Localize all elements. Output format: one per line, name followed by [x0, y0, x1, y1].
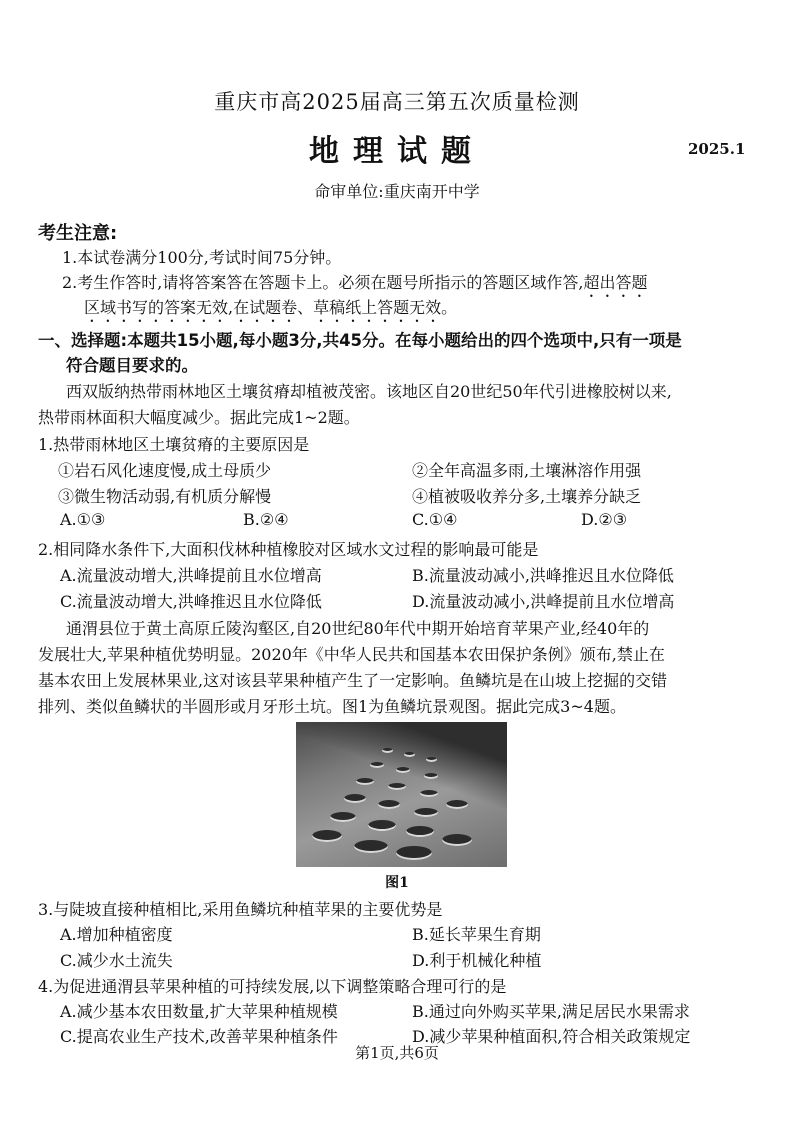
pit — [388, 783, 406, 790]
pit — [370, 762, 384, 768]
pit — [378, 800, 400, 809]
material-1-line-1: 西双版纳热带雨林地区土壤贫瘠却植被茂密。该地区自20世纪50年代引进橡胶树以来, — [66, 382, 672, 401]
notice-item-2-text: 2.考生作答时,请将答案答在答题卡上。必须在题号所指示的答题区域作答, — [62, 273, 584, 292]
question-1-statement-3: ③微生物活动弱,有机质分解慢 — [58, 487, 272, 506]
figure-caption: 图1 — [385, 875, 409, 891]
pit — [382, 748, 393, 753]
material-2-line-3: 基本农田上发展林果业,这对该县苹果种植产生了一定影响。鱼鳞坑是在山坡上挖掘的交错 — [38, 671, 668, 690]
notice-heading: 考生注意: — [38, 223, 118, 244]
pit — [312, 830, 342, 842]
material-2-line-2: 发展壮大,苹果种植优势明显。2020年《中华人民共和国基本农田保护条例》颁布,禁止在 — [38, 645, 665, 664]
question-1-option-b: B.②④ — [243, 510, 289, 529]
notice-item-2-emphasis-3: 在试题卷、草稿纸上答题无效 — [233, 298, 442, 317]
notice-item-2-end: 。 — [441, 298, 458, 317]
pit — [396, 767, 410, 773]
question-2-option-c: C.流量波动增大,洪峰推迟且水位降低 — [60, 592, 322, 611]
pit — [396, 846, 432, 860]
pit — [356, 778, 374, 785]
question-4-option-d: D.减少苹果种植面积,符合相关政策规定 — [412, 1027, 691, 1046]
notice-item-1: 1.本试卷满分100分,考试时间75分钟。 — [62, 248, 342, 267]
page-footer: 第1页,共6页 — [355, 1044, 439, 1062]
question-2-option-b: B.流量波动减小,洪峰推迟且水位降低 — [412, 566, 674, 585]
pit — [354, 840, 388, 853]
question-1-statement-2: ②全年高温多雨,土壤淋溶作用强 — [412, 461, 642, 480]
question-1-statement-1: ①岩石风化速度慢,成土母质少 — [58, 461, 272, 480]
photo-dark-slope — [296, 722, 507, 867]
pit — [446, 800, 468, 809]
material-1-line-2: 热带雨林面积大幅度减少。据此完成1~2题。 — [38, 408, 360, 427]
exam-title: 重庆市高2025届高三第五次质量检测 — [214, 90, 580, 114]
question-1-statement-4: ④植被吸收养分多,土壤养分缺乏 — [412, 487, 642, 506]
pit — [344, 794, 366, 803]
question-4-stem: 4.为促进通渭县苹果种植的可持续发展,以下调整策略合理可行的是 — [38, 977, 507, 996]
question-3-option-d: D.利于机械化种植 — [412, 951, 542, 970]
section-1-heading-cont: 符合题目要求的。 — [66, 356, 198, 375]
question-3-stem: 3.与陡坡直接种植相比,采用鱼鳞坑种植苹果的主要优势是 — [38, 900, 443, 919]
question-2-option-d: D.流量波动减小,洪峰提前且水位增高 — [412, 592, 675, 611]
question-1-option-c: C.①④ — [412, 510, 458, 529]
notice-item-2-comma: , — [228, 298, 234, 317]
setter-unit: 命审单位:重庆南开中学 — [314, 182, 480, 201]
fish-scale-pits-photo — [296, 722, 507, 867]
question-4-option-a: A.减少基本农田数量,扩大苹果种植规模 — [60, 1002, 338, 1021]
question-1-option-a: A.①③ — [60, 510, 106, 529]
notice-item-2-emphasis-2: 区域书写的答案无效 — [84, 298, 229, 317]
pit — [442, 834, 472, 846]
pit — [368, 820, 396, 831]
exam-date: 2025.1 — [688, 140, 746, 158]
material-2-line-1: 通渭县位于黄土高原丘陵沟壑区,自20世纪80年代中期开始培育苹果产业,经40年的 — [66, 619, 650, 638]
question-1-option-d: D.②③ — [581, 510, 628, 529]
notice-item-2-line2 — [84, 295, 457, 326]
pit — [406, 826, 434, 837]
question-3-option-b: B.延长苹果生育期 — [412, 925, 541, 944]
notice-item-2-emphasis: 超出答题 — [583, 273, 648, 292]
section-1-heading: 一、选择题:本题共15小题,每小题3分,共45分。在每小题给出的四个选项中,只有一项是 — [38, 331, 682, 350]
material-2-line-4: 排列、类似鱼鳞状的半圆形或月牙形土坑。图1为鱼鳞坑景观图。据此完成3~4题。 — [38, 697, 626, 716]
question-2-option-a: A.流量波动增大,洪峰提前且水位增高 — [60, 566, 322, 585]
question-4-option-c: C.提高农业生产技术,改善苹果种植条件 — [60, 1027, 338, 1046]
pit — [404, 752, 415, 757]
question-1-stem: 1.热带雨林地区土壤贫瘠的主要原因是 — [38, 435, 310, 454]
pit — [414, 808, 438, 817]
pit — [420, 790, 438, 797]
pit — [424, 773, 438, 779]
pit — [330, 812, 356, 822]
question-3-option-a: A.增加种植密度 — [60, 925, 173, 944]
question-4-option-b: B.通过向外购买苹果,满足居民水果需求 — [412, 1002, 690, 1021]
pit — [426, 757, 437, 762]
question-3-option-c: C.减少水土流失 — [60, 951, 173, 970]
question-2-stem: 2.相同降水条件下,大面积伐林种植橡胶对区域水文过程的影响最可能是 — [38, 540, 539, 559]
subject-title: 地理试题 — [309, 134, 485, 169]
